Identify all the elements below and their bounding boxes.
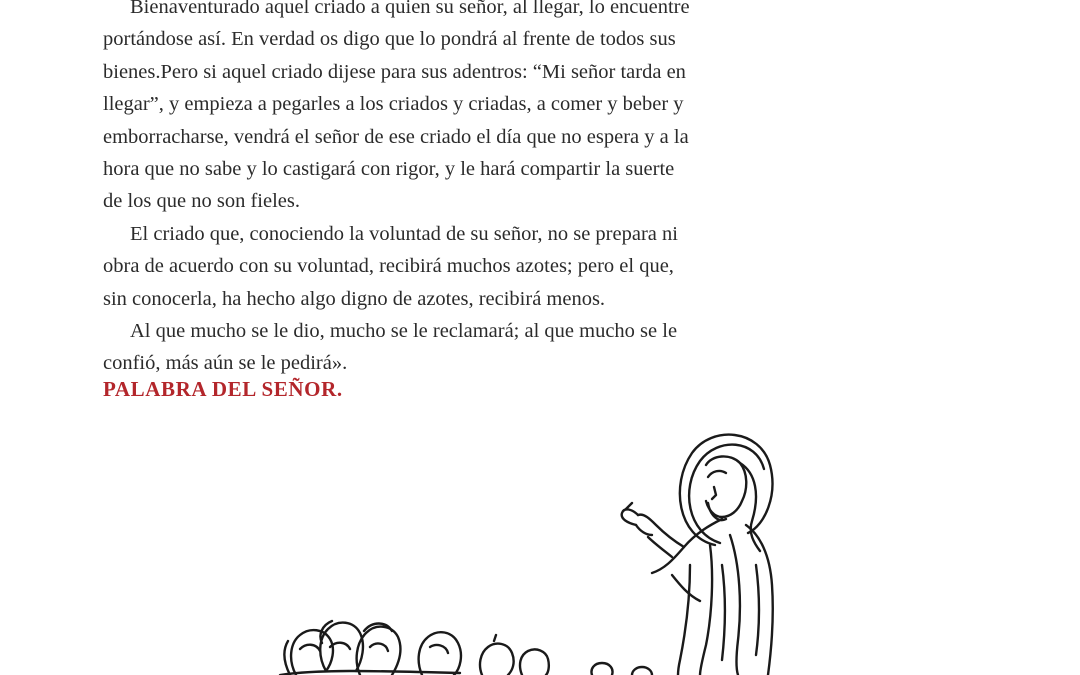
jesus-preaching-line-art-icon [260, 425, 800, 675]
text-line: de los que no son fieles. [103, 190, 300, 213]
text-line: portándose así. En verdad os digo que lo pondrá al frente de todos sus [103, 28, 676, 51]
closing-acclamation: PALABRA DEL SEÑOR. [103, 377, 343, 401]
text-line: Al que mucho se le dio, mucho se le reclamará; al que mucho se le [130, 320, 678, 343]
text-line: confió, más aún se le pedirá». [103, 352, 348, 375]
text-line: obra de acuerdo con su voluntad, recibirá muchos azotes; pero el que, [103, 255, 674, 278]
text-line: El criado que, conociendo la voluntad de su señor, no se prepara ni [130, 222, 678, 245]
text-line: bienes.Pero si aquel criado dijese para sus adentros: “Mi señor tarda en [103, 60, 686, 83]
text-line: Bienaventurado aquel criado a quien su señor, al llegar, lo encuentre [130, 0, 690, 18]
scripture-text [103, 0, 883, 380]
text-line: llegar”, y empieza a pegarles a los criados y criadas, a comer y beber y [103, 93, 684, 116]
text-line: sin conocerla, ha hecho algo digno de azotes, recibirá menos. [103, 287, 606, 310]
text-line: emborracharse, vendrá el señor de ese criado el día que no espera y a la [103, 125, 689, 148]
text-line: hora que no sabe y lo castigará con rigor, y le hará compartir la suerte [103, 158, 675, 181]
